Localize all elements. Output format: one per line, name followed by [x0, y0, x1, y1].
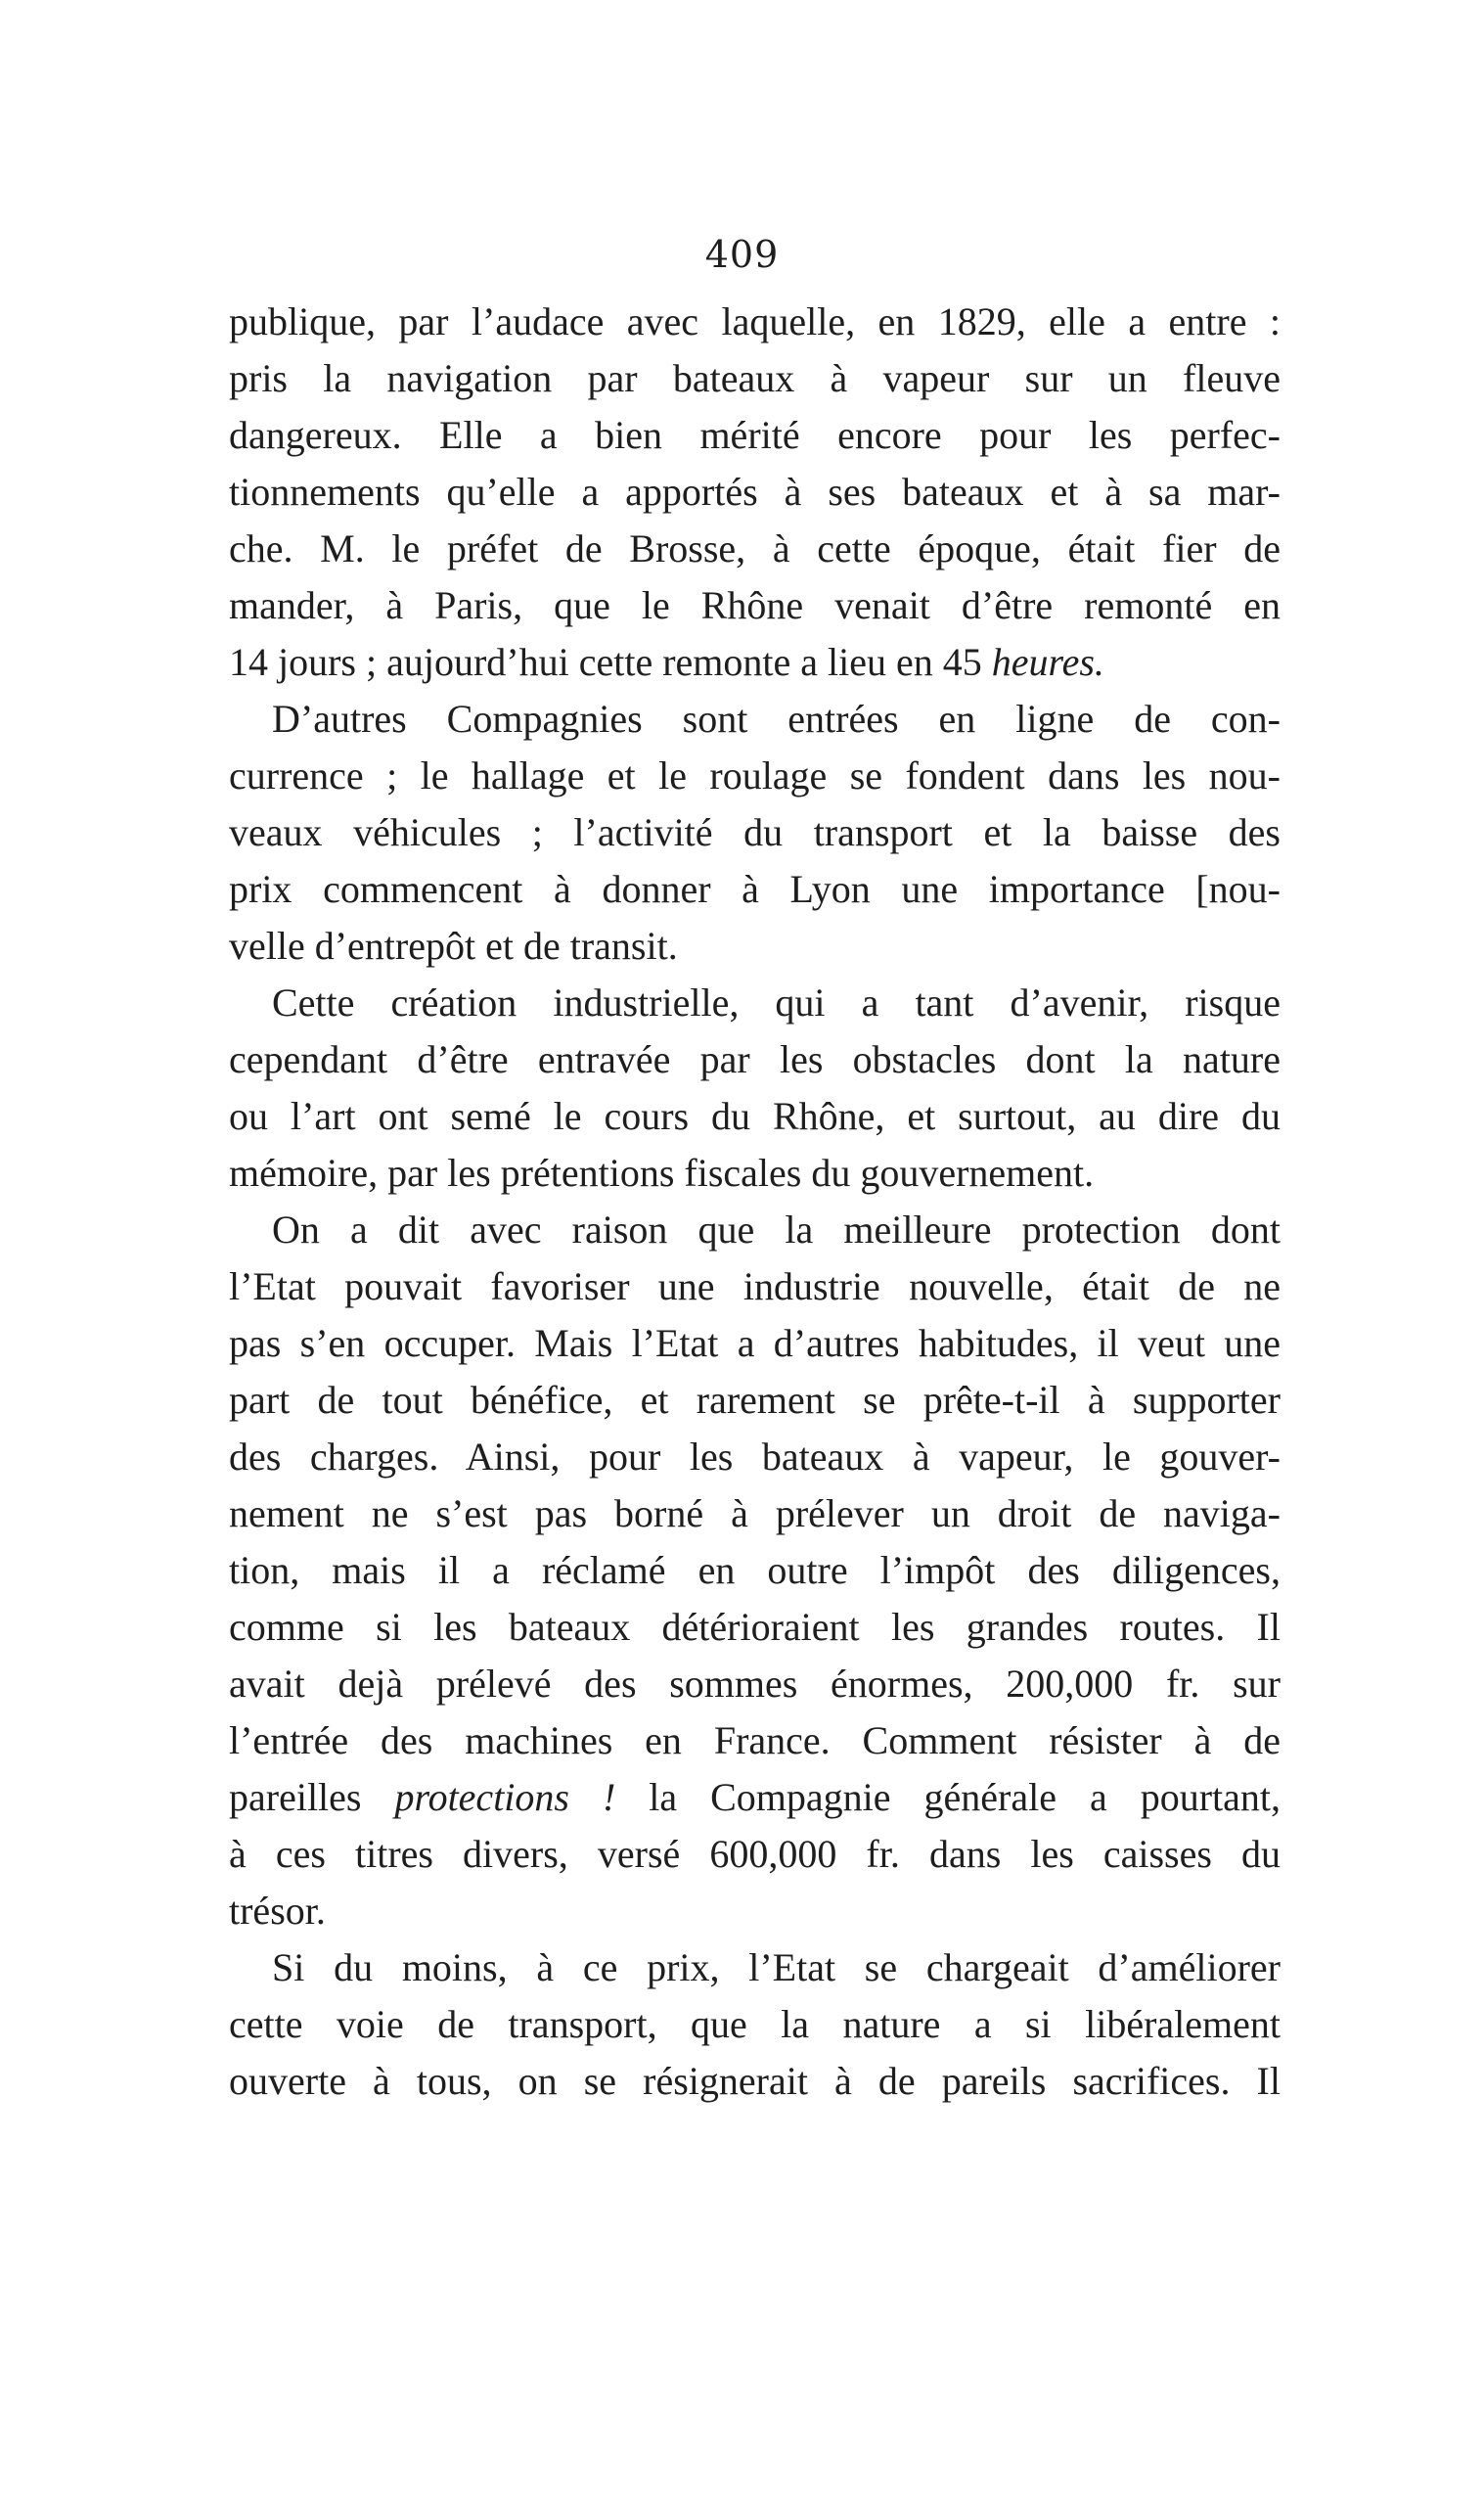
text-line: l’entrée des machines en France. Comment résister à de — [229, 1718, 1281, 1762]
text-line: veaux véhicules ; l’activité du transport et la baisse des — [229, 810, 1281, 854]
text-line: tionnements qu’elle a apportés à ses bateaux et à sa mar- — [229, 470, 1281, 514]
text-line: ouverte à tous, on se résignerait à de pareils sacrifices. Il — [229, 2059, 1281, 2103]
text-line: comme si les bateaux détérioraient les grandes routes. Il — [229, 1605, 1281, 1649]
text-line: nement ne s’est pas borné à prélever un droit de naviga- — [229, 1491, 1281, 1535]
text-line: pas s’en occuper. Mais l’Etat a d’autres habitudes, il veut une — [229, 1321, 1281, 1365]
paragraph-first-line: D’autres Compagnies sont entrées en ligne de con- — [272, 697, 1281, 741]
paragraph-first-line: Si du moins, à ce prix, l’Etat se chargeait d’améliorer — [272, 1945, 1281, 1989]
text-line: cette voie de transport, que la nature a si libéralement — [229, 2002, 1281, 2046]
text-line: trésor. — [229, 1889, 326, 1933]
emphasized-word: protections ! — [394, 1775, 616, 1819]
text-line: currence ; le hallage et le roulage se fondent dans les nou- — [229, 753, 1281, 798]
text-line: dangereux. Elle a bien mérité encore pour les perfec- — [229, 413, 1281, 457]
text-line: pris la navigation par bateaux à vapeur sur un fleuve — [229, 356, 1281, 400]
text-line: part de tout bénéfice, et rarement se prête-t-il à supporter — [229, 1378, 1281, 1422]
text-line: che. M. le préfet de Brosse, à cette époque, était fier de — [229, 526, 1281, 570]
text-line: à ces titres divers, versé 600,000 fr. dans les caisses du — [229, 1832, 1281, 1876]
text-line: tion, mais il a réclamé en outre l’impôt des diligences, — [229, 1548, 1281, 1592]
text-line: prix commencent à donner à Lyon une importance [nou- — [229, 867, 1281, 911]
body-text — [229, 294, 1281, 2110]
text-line: pareilles protections ! la Compagnie générale a pourtant, — [229, 1775, 1281, 1819]
text-line: mander, à Paris, que le Rhône venait d’être remonté en — [229, 583, 1281, 627]
text-line: avait dejà prélevé des sommes énormes, 200,000 fr. sur — [229, 1662, 1281, 1706]
paragraph-first-line: On a dit avec raison que la meilleure protection dont — [272, 1208, 1281, 1252]
text-line: l’Etat pouvait favoriser une industrie nouvelle, était de ne — [229, 1264, 1281, 1308]
text-line: des charges. Ainsi, pour les bateaux à vapeur, le gouver- — [229, 1435, 1281, 1479]
page-number: 409 — [704, 233, 780, 276]
text-line: mémoire, par les prétentions fiscales du gouvernement. — [229, 1151, 1095, 1195]
text-line: velle d’entrepôt et de transit. — [229, 924, 678, 968]
paragraph-first-line: Cette création industrielle, qui a tant d’avenir, risque — [272, 980, 1281, 1025]
text-line: 14 jours ; aujourd’hui cette remonte a lieu en 45 heures. — [229, 640, 1104, 684]
text-line: cependant d’être entravée par les obstacles dont la nature — [229, 1037, 1281, 1081]
text-line: ou l’art ont semé le cours du Rhône, et surtout, au dire du — [229, 1094, 1281, 1138]
text-line: publique, par l’audace avec laquelle, en 1829, elle a entre : — [229, 299, 1281, 343]
emphasized-word: heures. — [991, 640, 1104, 684]
